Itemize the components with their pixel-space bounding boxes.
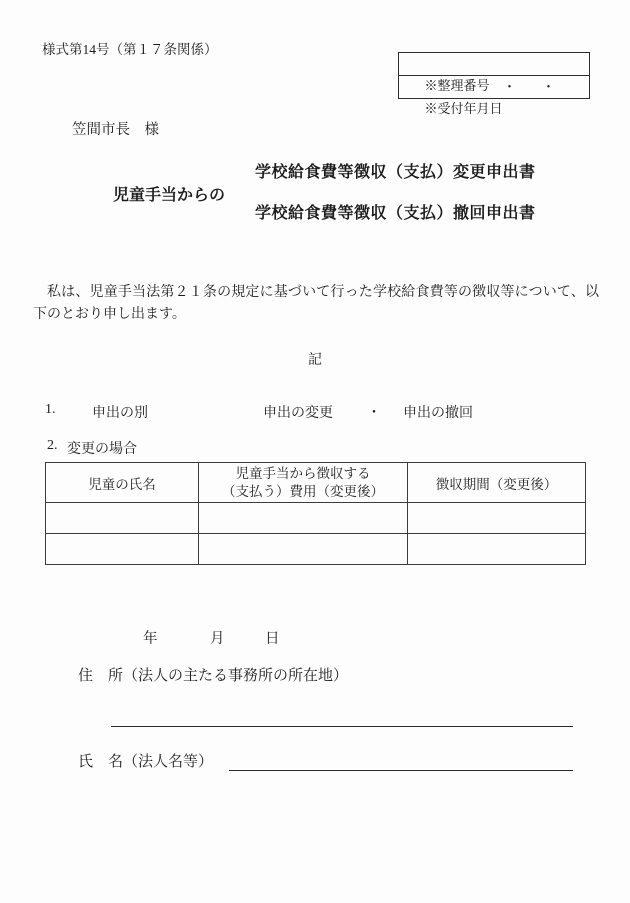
reference-box xyxy=(398,52,590,116)
table-cell-period xyxy=(408,534,586,565)
ref-date-row xyxy=(399,75,589,116)
title-withdraw: 学校給食費等徴収（支払）撤回申出書 xyxy=(255,205,536,222)
address-fill-line xyxy=(111,726,573,727)
date-row xyxy=(0,627,630,647)
item2-number: 2. xyxy=(47,438,58,453)
date-day-label: 日 xyxy=(265,631,280,647)
name-label: 氏 名（法人名等） xyxy=(78,754,214,770)
table-cell-child-name xyxy=(46,503,199,534)
table-cell-period xyxy=(408,503,586,534)
item1-separator: ・ xyxy=(367,406,381,421)
form-number: 様式第14号（第１７条関係） xyxy=(42,42,218,57)
item2-row xyxy=(0,438,630,458)
item1-option-withdraw: 申出の撤回 xyxy=(403,406,473,421)
item1-option-change: 申出の変更 xyxy=(263,406,333,421)
item1-label: 申出の別 xyxy=(92,406,148,421)
date-year-label: 年 xyxy=(143,631,158,647)
table-header-child-name: 児童の氏名 xyxy=(46,463,199,503)
table-row xyxy=(46,503,586,534)
table-header-fee-line2: （支払う）費用（変更後） xyxy=(222,483,384,499)
table-cell-fee xyxy=(199,534,408,565)
item1-number: 1. xyxy=(45,402,56,417)
item1-row xyxy=(0,402,630,422)
ref-serial-row xyxy=(399,53,589,93)
ref-date-dots: ・ ・ xyxy=(503,79,556,94)
name-fill-line xyxy=(229,770,573,771)
ref-date-label: ※受付年月日 xyxy=(424,101,503,116)
table-header-fee-line1: 児童手当から徴収する xyxy=(235,465,371,481)
addressee: 笠間市長 様 xyxy=(72,122,159,138)
address-label: 住 所（法人の主たる事務所の所在地） xyxy=(78,668,349,684)
title-change: 学校給食費等徴収（支払）変更申出書 xyxy=(255,164,536,181)
table-cell-child-name xyxy=(46,534,199,565)
table-header-row xyxy=(46,463,586,503)
title-prefix: 児童手当からの xyxy=(113,187,226,204)
body-paragraph: 私は、児童手当法第２１条の規定に基づいて行った学校給食費等の徴収等について、以下のとおり申し出ます。 xyxy=(33,285,599,322)
table-cell-fee xyxy=(199,503,408,534)
note-heading: 記 xyxy=(308,353,322,368)
table-header-period: 徴収期間（変更後） xyxy=(408,463,586,503)
table-row xyxy=(46,534,586,565)
ref-serial-label: ※整理番号 xyxy=(424,78,490,93)
table-header-fee xyxy=(199,463,408,503)
date-month-label: 月 xyxy=(210,631,225,647)
change-table xyxy=(45,462,586,565)
item2-label: 変更の場合 xyxy=(67,442,137,457)
